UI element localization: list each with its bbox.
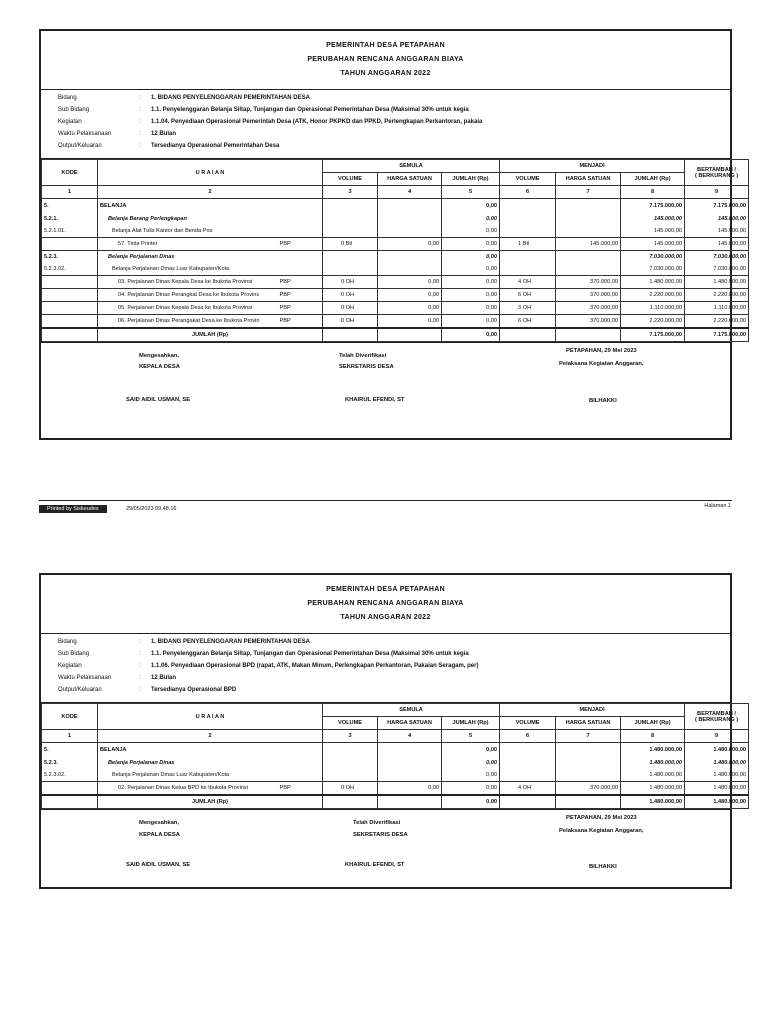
table-row (42, 275, 749, 288)
row-menjadi-jumlah: 7.030.000,00 (621, 250, 685, 263)
colon: : (139, 675, 141, 681)
row-semula-jumlah: 0,00 (442, 275, 500, 288)
jumlah-header: JUMLAH (Rp) (621, 173, 685, 186)
document-header (41, 575, 730, 634)
row-semula-jumlah: 0,00 (442, 301, 500, 314)
verifikasi-label: Telah Diverifikasi (353, 820, 401, 826)
total-semula: 0,00 (442, 328, 500, 342)
bidang-value: 1. BIDANG PENYELENGGARAN PEMERINTAHAN DESA (151, 639, 310, 645)
row-bertambah: 1.480.000,00 (685, 275, 749, 288)
output-label: Output/Keluaran (58, 143, 102, 149)
table-row (42, 781, 749, 795)
row-bertambah: 1.480.000,00 (685, 769, 749, 782)
table-row (42, 743, 749, 757)
row-uraian: Belanja Perjalanan Dinas Luar Kabupaten/Kota (98, 263, 323, 276)
row-semula-volume: 0 OH (323, 275, 378, 288)
row-semula-jumlah: 0,00 (442, 225, 500, 238)
total-row (42, 328, 749, 342)
volume-header: VOLUME (323, 717, 378, 730)
activity-info (41, 90, 730, 159)
kepala-desa-name: SAID AIDIL USMAN, SE (126, 862, 191, 868)
bidang-label: Bidang (58, 639, 77, 645)
row-item: 57. Tinta Printer (98, 237, 278, 250)
sub-bidang-label: Sub Bidang (58, 651, 90, 657)
row-uraian: Belanja Perjalanan Dinas Luar Kabupaten/Kota (98, 769, 323, 782)
uraian-header: U R A I A N (98, 160, 323, 186)
row-semula-jumlah: 0,00 (442, 250, 500, 263)
row-menjadi-jumlah: 1.480.000,00 (621, 275, 685, 288)
row-uraian: BELANJA (98, 199, 323, 213)
kegiatan-label: Kegiatan (58, 119, 82, 125)
rab-page-2 (39, 573, 747, 889)
row-semula-harga: 0,00 (378, 301, 442, 314)
total-bertambah: 7.175.000,00 (685, 328, 749, 342)
row-semula-jumlah: 0,00 (442, 237, 500, 250)
column-number-row (42, 186, 749, 199)
header-title: PERUBAHAN RENCANA ANGGARAN BIAYA (307, 56, 464, 63)
header-year: TAHUN ANGGARAN 2022 (340, 70, 431, 77)
kepala-desa-title: KEPALA DESA (139, 364, 180, 370)
colon: : (139, 639, 141, 645)
col-num: 3 (323, 730, 378, 743)
mengesahkan-label: Mengesahkan, (139, 353, 179, 359)
row-semula-volume: 0 OH (323, 314, 378, 328)
colon: : (139, 663, 141, 669)
row-bertambah: 7.030.000,00 (685, 263, 749, 276)
row-uraian: Belanja Perjalanan Dinas (98, 757, 323, 769)
bertambah-header (685, 704, 749, 730)
row-sumber-dana: PBP (278, 781, 323, 795)
row-uraian: Belanja Perjalanan Dinas (98, 250, 323, 263)
row-menjadi-jumlah: 1.480.000,00 (621, 769, 685, 782)
budget-table (41, 159, 749, 342)
sekretaris-name: KHAIRUL EFENDI, ST (345, 397, 405, 403)
row-menjadi-jumlah: 145.000,00 (621, 213, 685, 225)
table-header-row (42, 704, 749, 717)
row-menjadi-volume: 3 OH (500, 301, 556, 314)
waktu-label: Waktu Pelaksanaan (58, 675, 112, 681)
table-row (42, 250, 749, 263)
row-bertambah: 2.220.000,00 (685, 314, 749, 328)
mengesahkan-label: Mengesahkan, (139, 820, 179, 826)
row-menjadi-harga: 145.000,00 (556, 237, 621, 250)
row-bertambah: 7.030.000,00 (685, 250, 749, 263)
bertambah-header (685, 160, 749, 186)
waktu-label: Waktu Pelaksanaan (58, 131, 112, 137)
total-label: JUMLAH (Rp) (98, 795, 323, 809)
row-bertambah: 145.000,00 (685, 237, 749, 250)
row-semula-harga: 0,00 (378, 237, 442, 250)
row-sumber-dana: PBP (278, 314, 323, 328)
row-kode: 5. (42, 743, 98, 757)
col-num: 2 (98, 730, 323, 743)
total-menjadi: 1.480.000,00 (621, 795, 685, 809)
row-semula-harga: 0,00 (378, 288, 442, 301)
row-semula-jumlah: 0,00 (442, 213, 500, 225)
verifikasi-label: Telah Diverifikasi (339, 353, 387, 359)
bertambah-line2: ( BERKURANG ) (694, 172, 739, 179)
row-menjadi-volume: 1 Btl (500, 237, 556, 250)
harga-header: HARGA SATUAN (556, 717, 621, 730)
row-semula-jumlah: 0,00 (442, 743, 500, 757)
col-num: 7 (556, 186, 621, 199)
col-num: 4 (378, 730, 442, 743)
col-num: 5 (442, 730, 500, 743)
row-kode: 5.2.1.01. (42, 225, 98, 238)
row-semula-volume: 0 OH (323, 288, 378, 301)
sub-bidang-label: Sub Bidang (58, 107, 90, 113)
row-menjadi-jumlah: 2.220.000,00 (621, 314, 685, 328)
row-bertambah: 1.480.000,00 (685, 743, 749, 757)
row-semula-volume: 0 Btl (323, 237, 378, 250)
row-kode: 5.2.3.02. (42, 263, 98, 276)
row-item: 05. Perjalanan Dinas Kepala Desa ke Ibukota Provinsi (98, 301, 278, 314)
row-menjadi-volume: 4 OH (500, 275, 556, 288)
bertambah-line1: BERTAMBAH / (697, 166, 736, 173)
row-item: 06. Perjalanan Dinas Perangakat Desa ke Ibukota Provin (98, 314, 278, 328)
place-date: PETAPAHAN, 29 Mei 2023 (566, 815, 637, 821)
row-menjadi-jumlah: 1.110.000,00 (621, 301, 685, 314)
row-sumber-dana: PBP (278, 275, 323, 288)
table-row (42, 263, 749, 276)
harga-header: HARGA SATUAN (378, 717, 442, 730)
bidang-label: Bidang (58, 95, 77, 101)
colon: : (139, 131, 141, 137)
row-semula-jumlah: 0,00 (442, 199, 500, 213)
sekretaris-title: SEKRETARIS DESA (353, 832, 408, 838)
row-menjadi-volume: 4 OH (500, 781, 556, 795)
print-footer (39, 500, 732, 512)
row-uraian: Belanja Alat Tulis Kantor dan Benda Pos (98, 225, 323, 238)
place-date: PETAPAHAN, 29 Mei 2023 (566, 348, 637, 354)
pelaksana-name: BILHAKKI (589, 398, 617, 404)
col-num: 6 (500, 186, 556, 199)
total-menjadi: 7.175.000,00 (621, 328, 685, 342)
col-num: 9 (685, 730, 749, 743)
row-bertambah: 145.000,00 (685, 213, 749, 225)
col-num: 2 (98, 186, 323, 199)
row-menjadi-jumlah: 1.480.000,00 (621, 757, 685, 769)
row-menjadi-jumlah: 2.220.000,00 (621, 288, 685, 301)
row-bertambah: 7.175.000,00 (685, 199, 749, 213)
kepala-desa-name: SAID AIDIL USMAN, SE (126, 397, 191, 403)
row-uraian: BELANJA (98, 743, 323, 757)
row-menjadi-jumlah: 7.175.000,00 (621, 199, 685, 213)
kepala-desa-title: KEPALA DESA (139, 832, 180, 838)
total-semula: 0,00 (442, 795, 500, 809)
col-num: 7 (556, 730, 621, 743)
waktu-value: 12 Bulan (151, 131, 177, 137)
row-semula-jumlah: 0,00 (442, 769, 500, 782)
header-title: PERUBAHAN RENCANA ANGGARAN BIAYA (307, 600, 464, 607)
row-kode: 5.2.1. (42, 213, 98, 225)
row-item: 04. Perjalanan Dinas Perangkat Desa ke Ibukota Provins (98, 288, 278, 301)
table-row (42, 237, 749, 250)
column-number-row (42, 730, 749, 743)
pelaksana-name: BILHAKKI (589, 864, 617, 870)
volume-header: VOLUME (500, 173, 556, 186)
row-semula-jumlah: 0,00 (442, 263, 500, 276)
table-row (42, 199, 749, 213)
row-semula-jumlah: 0,00 (442, 314, 500, 328)
row-kode: 5.2.3. (42, 757, 98, 769)
row-menjadi-harga: 370.000,00 (556, 301, 621, 314)
table-row (42, 225, 749, 238)
col-num: 3 (323, 186, 378, 199)
harga-header: HARGA SATUAN (556, 173, 621, 186)
row-semula-jumlah: 0,00 (442, 781, 500, 795)
kode-header: KODE (42, 704, 98, 730)
row-sumber-dana: PBP (278, 288, 323, 301)
col-num: 6 (500, 730, 556, 743)
table-row (42, 288, 749, 301)
row-bertambah: 1.480.000,00 (685, 781, 749, 795)
col-num: 1 (42, 186, 98, 199)
kegiatan-value: 1.1.06. Penyediaan Operasional BPD (rapat, ATK, Makan Minum, Perlengkapan Perkantoran, Pakaian Seragam, per) (151, 663, 479, 669)
total-row (42, 795, 749, 809)
sekretaris-title: SEKRETARIS DESA (339, 364, 394, 370)
semula-header: SEMULA (323, 704, 500, 717)
rab-page-1 (39, 29, 747, 440)
row-menjadi-harga: 370.000,00 (556, 275, 621, 288)
row-menjadi-harga: 370.000,00 (556, 781, 621, 795)
row-semula-harga: 0,00 (378, 781, 442, 795)
row-menjadi-volume: 6 OH (500, 314, 556, 328)
colon: : (139, 119, 141, 125)
row-bertambah: 1.480.000,00 (685, 757, 749, 769)
harga-header: HARGA SATUAN (378, 173, 442, 186)
row-bertambah: 1.110.000,00 (685, 301, 749, 314)
table-row (42, 213, 749, 225)
row-menjadi-harga: 370.000,00 (556, 288, 621, 301)
page-number: Halaman 1 (704, 503, 731, 509)
signature-block (41, 809, 730, 890)
row-sumber-dana: PBP (278, 301, 323, 314)
sub-bidang-value: 1.1. Penyelenggaran Belanja Siltap, Tunjangan dan Operasional Pemerintahan Desa (Maksimal 30% untuk kegia (151, 651, 469, 657)
colon: : (139, 687, 141, 693)
menjadi-header: MENJADI (500, 704, 685, 717)
jumlah-header: JUMLAH (Rp) (621, 717, 685, 730)
bidang-value: 1. BIDANG PENYELENGGARAN PEMERINTAHAN DESA (151, 95, 310, 101)
kode-header: KODE (42, 160, 98, 186)
row-menjadi-harga: 370.000,00 (556, 314, 621, 328)
kegiatan-value: 1.1.04. Penyediaan Operasional Pemerintah Desa (ATK, Honor PKPKD dan PPKD, Perlengkapan Perkantoran, pakaia (151, 119, 483, 125)
row-bertambah: 145.000,00 (685, 225, 749, 238)
print-date: 29/05/2023 09.48.16 (126, 506, 177, 512)
pelaksana-title: Pelaksana Kegiatan Anggaran, (559, 361, 644, 367)
output-value: Tersedianya Operasional Pemerintahan Desa (151, 143, 280, 149)
output-value: Tersedianya Operasional BPD (151, 687, 237, 693)
col-num: 4 (378, 186, 442, 199)
row-sumber-dana: PBP (278, 237, 323, 250)
row-kode: 5. (42, 199, 98, 213)
row-semula-harga: 0,00 (378, 275, 442, 288)
col-num: 8 (621, 730, 685, 743)
row-menjadi-jumlah: 145.000,00 (621, 225, 685, 238)
bertambah-line1: BERTAMBAH / (697, 710, 736, 717)
row-menjadi-volume: 6 OH (500, 288, 556, 301)
uraian-header: U R A I A N (98, 704, 323, 730)
budget-table (41, 703, 749, 809)
row-uraian: Belanja Barang Perlengkapan (98, 213, 323, 225)
pelaksana-title: Pelaksana Kegiatan Anggaran, (559, 828, 644, 834)
row-menjadi-jumlah: 1.480.000,00 (621, 781, 685, 795)
table-header-row (42, 160, 749, 173)
table-row (42, 757, 749, 769)
document-header (41, 31, 730, 90)
colon: : (139, 143, 141, 149)
total-label: JUMLAH (Rp) (98, 328, 323, 342)
col-num: 5 (442, 186, 500, 199)
colon: : (139, 651, 141, 657)
row-semula-harga: 0,00 (378, 314, 442, 328)
row-kode: 5.2.3. (42, 250, 98, 263)
row-semula-volume: 0 OH (323, 301, 378, 314)
bertambah-line2: ( BERKURANG ) (694, 716, 739, 723)
row-bertambah: 2.220.000,00 (685, 288, 749, 301)
row-item: 03. Perjalanan Dinas Kepala Desa ke Ibukota Provinsi (98, 275, 278, 288)
sekretaris-name: KHAIRUL EFENDI, ST (345, 862, 405, 868)
volume-header: VOLUME (323, 173, 378, 186)
row-menjadi-jumlah: 1.480.000,00 (621, 743, 685, 757)
row-semula-jumlah: 0,00 (442, 757, 500, 769)
jumlah-header: JUMLAH (Rp) (442, 173, 500, 186)
colon: : (139, 95, 141, 101)
output-label: Output/Keluaran (58, 687, 102, 693)
row-semula-jumlah: 0,00 (442, 288, 500, 301)
sub-bidang-value: 1.1. Penyelenggaran Belanja Siltap, Tunjangan dan Operasional Pemerintahan Desa (Maksimal 30% untuk kegia (151, 107, 469, 113)
row-kode: 5.2.3.02. (42, 769, 98, 782)
col-num: 1 (42, 730, 98, 743)
header-year: TAHUN ANGGARAN 2022 (340, 614, 431, 621)
menjadi-header: MENJADI (500, 160, 685, 173)
semula-header: SEMULA (323, 160, 500, 173)
waktu-value: 12 Bulan (151, 675, 177, 681)
jumlah-header: JUMLAH (Rp) (442, 717, 500, 730)
header-government: PEMERINTAH DESA PETAPAHAN (326, 586, 445, 593)
row-menjadi-jumlah: 145.000,00 (621, 237, 685, 250)
colon: : (139, 107, 141, 113)
col-num: 9 (685, 186, 749, 199)
table-row (42, 301, 749, 314)
volume-header: VOLUME (500, 717, 556, 730)
table-row (42, 769, 749, 782)
total-bertambah: 1.480.000,00 (685, 795, 749, 809)
col-num: 8 (621, 186, 685, 199)
row-semula-volume: 0 OH (323, 781, 378, 795)
table-row (42, 314, 749, 328)
row-menjadi-jumlah: 7.030.000,00 (621, 263, 685, 276)
kegiatan-label: Kegiatan (58, 663, 82, 669)
row-item: 02. Perjalanan Dinas Ketua BPD ke Ibukota Provinsi (98, 781, 278, 795)
activity-info (41, 634, 730, 703)
printed-by: Printed by Siskeudes (39, 505, 107, 513)
header-government: PEMERINTAH DESA PETAPAHAN (326, 42, 445, 49)
signature-block (41, 342, 730, 417)
